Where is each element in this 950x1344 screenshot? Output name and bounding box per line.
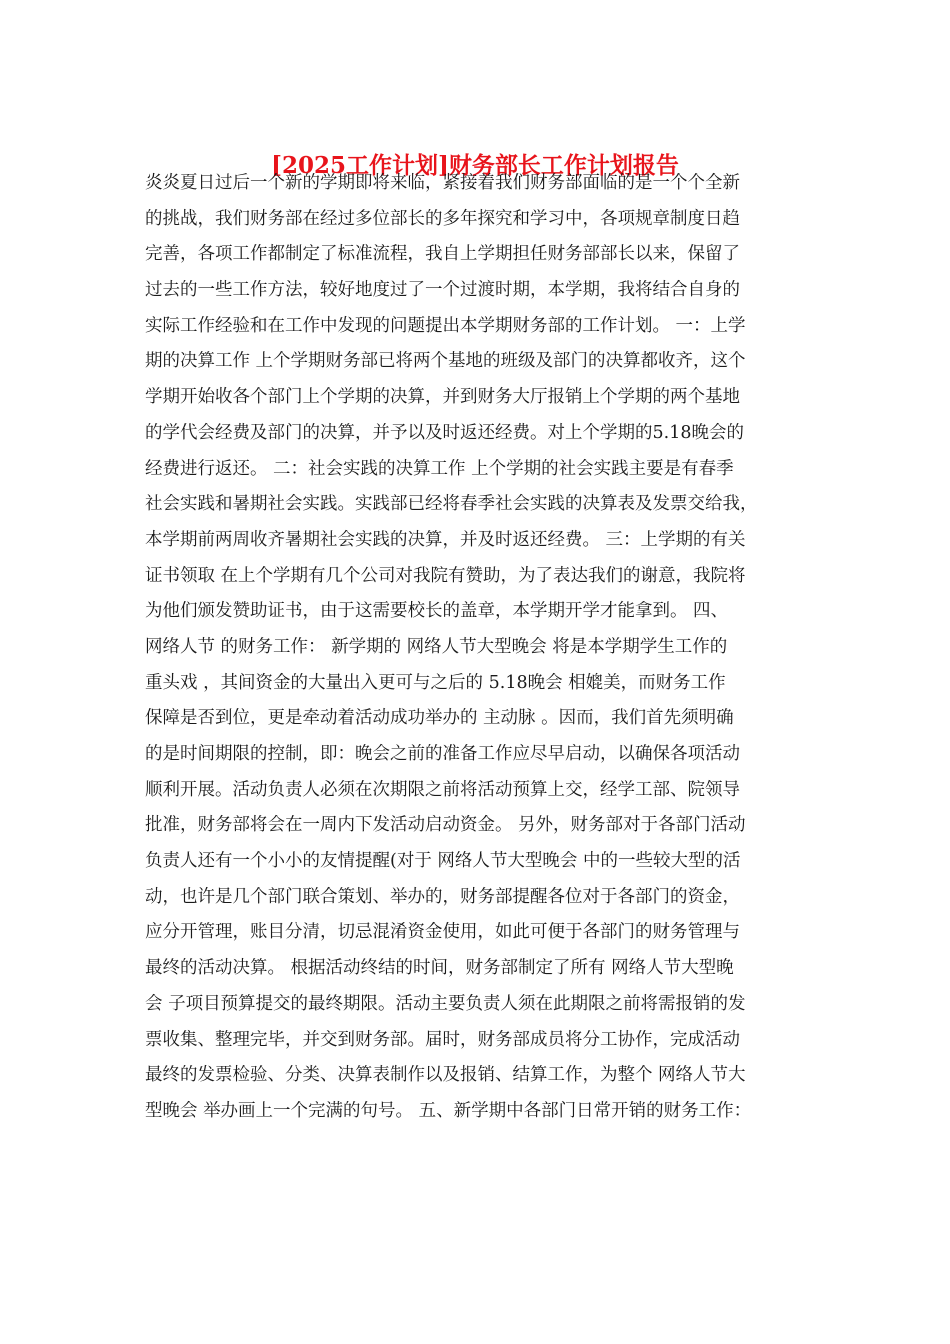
paragraph-line: 经费进行返还。 二：社会实践的决算工作 上个学期的社会实践主要是有春季 [145,458,734,479]
paragraph-line: 会 子项目预算提交的最终期限。活动主要负责人须在此期限之前将需报销的发 [145,993,746,1014]
paragraph-line: 期的决算工作 上个学期财务部已将两个基地的班级及部门的决算都收齐，这个 [145,351,746,372]
paragraph-line: 本学期前两周收齐暑期社会实践的决算，并及时返还经费。 三：上学期的有关 [145,529,746,550]
paragraph-line: 的学代会经费及部门的决算，并予以及时返还经费。对上个学期的5.18晚会的 [145,422,744,443]
document-body [145,166,805,1130]
paragraph-line: 最终的发票检验、分类、决算表制作以及报销、结算工作，为整个 网络人节大 [145,1065,746,1086]
paragraph-line: 社会实践和暑期社会实践。实践部已经将春季社会实践的决算表及发票交给我， [145,494,758,515]
paragraph-line: 证书领取 在上个学期有几个公司对我院有赞助，为了表达我们的谢意，我院将 [145,565,746,586]
paragraph-line: 保障是否到位，更是牵动着活动成功举办的 主动脉 。因而，我们首先须明确 [145,708,734,729]
paragraph-line: 负责人还有一个小小的友情提醒(对于 网络人节大型晚会 中的一些较大型的活 [145,851,741,872]
paragraph-line: 为他们颁发赞助证书，由于这需要校长的盖章，本学期开学才能拿到。 四、 [145,601,729,622]
paragraph-line: 票收集、整理完毕，并交到财务部。届时，财务部成员将分工协作，完成活动 [145,1029,740,1050]
paragraph-line: 应分开管理，账目分清，切忌混淆资金使用，如此可便于各部门的财务管理与 [145,922,740,943]
paragraph-line: 最终的活动决算。 根据活动终结的时间，财务部制定了所有 网络人节大型晚 [145,958,734,979]
paragraph-line: 炎炎夏日过后一个新的学期即将来临，紧接着我们财务部面临的是一个个全新 [145,173,740,193]
paragraph-line: 重头戏 ，其间资金的大量出入更可与之后的 5.18晚会 相媲美，而财务工作 [145,672,726,693]
paragraph-line: 的是时间期限的控制，即：晚会之前的准备工作应尽早启动，以确保各项活动 [145,744,740,764]
paragraph-line: 型晚会 举办画上一个完满的句号。 五、新学期中各部门日常开销的财务工作： [145,1100,752,1121]
paragraph-line: 顺利开展。活动负责人必须在次期限之前将活动预算上交，经学工部、院领导 [145,779,740,800]
paragraph-line: 的挑战，我们财务部在经过多位部长的多年探究和学习中，各项规章制度日趋 [145,208,740,229]
paragraph-line: 过去的一些工作方法，较好地度过了一个过渡时期，本学期，我将结合自身的 [145,280,740,301]
paragraph-line: 实际工作经验和在工作中发现的问题提出本学期财务部的工作计划。 一：上学 [145,315,746,336]
paragraph-line: 批准，财务部将会在一周内下发活动启动资金。 另外，财务部对于各部门活动 [145,815,746,836]
paragraph-line: 完善，各项工作都制定了标准流程，我自上学期担任财务部部长以来，保留了 [145,244,740,265]
paragraph-line: 学期开始收各个部门上个学期的决算，并到财务大厅报销上个学期的两个基地 [145,387,740,408]
paragraph-line: 网络人节 的财务工作： 新学期的 网络人节大型晚会 将是本学期学生工作的 [145,636,728,657]
paragraph-line: 动，也许是几个部门联合策划、举办的，财务部提醒各位对于各部门的资金， [145,886,740,907]
document-title: [2025工作计划]财务部长工作计划报告 [271,152,679,179]
